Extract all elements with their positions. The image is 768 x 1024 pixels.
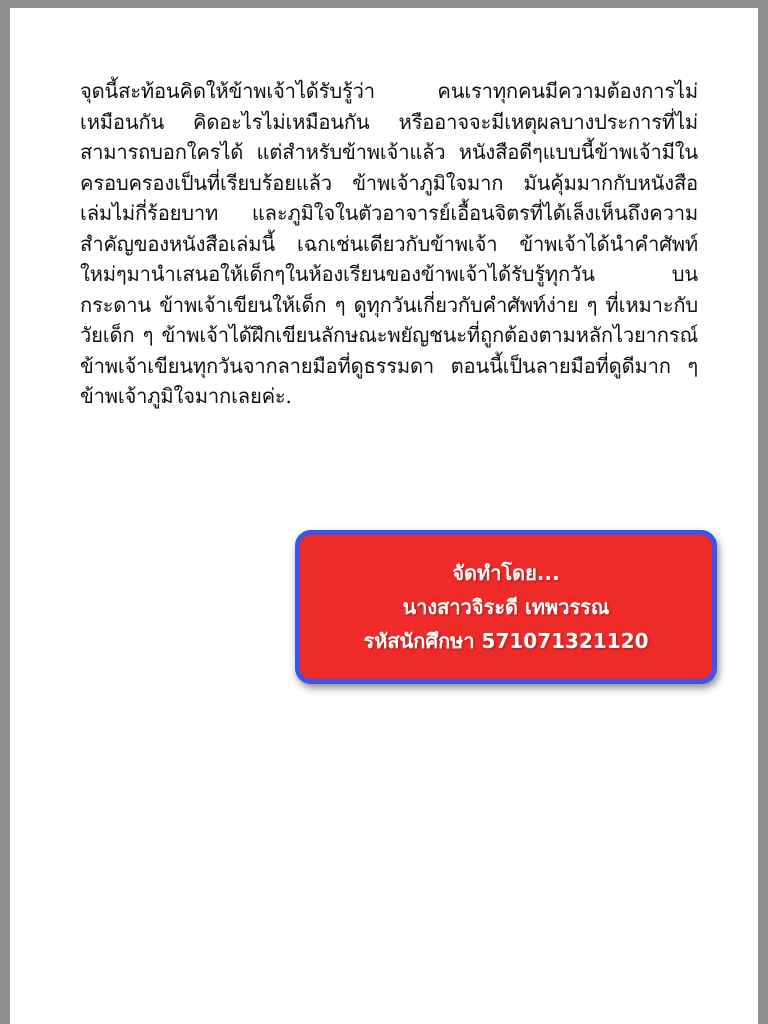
credit-author-name: นางสาวจิระดี เทพวรรณ — [402, 595, 610, 619]
document-page — [10, 8, 758, 1024]
credit-box — [295, 530, 717, 684]
credit-student-id: รหัสนักศึกษา 571071321120 — [363, 629, 649, 653]
credit-prepared-by: จัดทำโดย... — [452, 561, 560, 585]
body-paragraph: จุดนี้สะท้อนคิดให้ข้าพเจ้าได้รับรู้ว่า คนเราทุกคนมีความต้องการไม่เหมือนกัน คิดอะไรไม่เหมือนกัน หรืออาจจะมีเหตุผลบางประการที่ไม่สามารถบอกใครได้ แต่สำหรับข้าพเจ้าแล้ว หนังสือดีๆแบบนี้ข้าพเจ้ามีในครอบครองเป็นที่เรียบร้อยแล้ว ข้าพเจ้าภูมิใจมาก มันคุ้มมากกับหนังสือเล่มไม่กี่ร้อยบาท และภูมิใจในตัวอาจารย์เอื้อนจิตรที่ได้เล็งเห็นถึงความสำคัญของหนังสือเล่มนี้ เฉกเช่นเดียวกับข้าพเจ้า ข้าพเจ้าได้นำคำศัพท์ใหม่ๆมานำเสนอให้เด็กๆในห้องเรียนของข้าพเจ้าได้รับรู้ทุกวัน บนกระดาน ข้าพเจ้าเขียนให้เด็ก ๆ ดูทุกวันเกี่ยวกับคำศัพท์ง่าย ๆ ที่เหมาะกับวัยเด็ก ๆ ข้าพเจ้าได้ฝึกเขียนลักษณะพยัญชนะที่ถูกต้องตามหลักไวยากรณ์ ข้าพเจ้าเขียนทุกวันจากลายมือที่ดูธรรมดา ตอนนี้เป็นลายมือที่ดูดีมาก ๆ ข้าพเจ้าภูมิใจมากเลยค่ะ. — [80, 79, 698, 408]
status-bar — [0, 0, 768, 8]
